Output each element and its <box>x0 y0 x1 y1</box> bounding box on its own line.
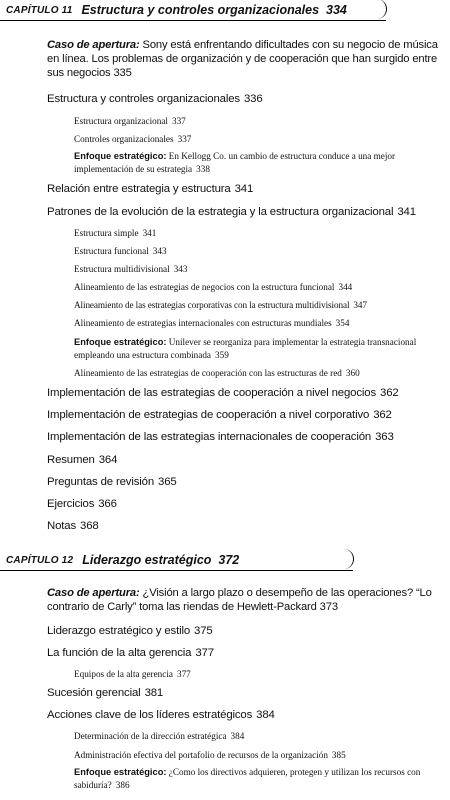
opening-case: Caso de apertura: ¿Visión a largo plazo o desempeño de las operaciones? “Lo contrario de Carly” toma las riendas de Hewlett-Packard 373 <box>47 587 432 613</box>
toc-entry: Notas 368 <box>47 520 99 532</box>
toc-subentry: Estructura organizacional 337 <box>74 116 186 126</box>
toc-entry: Liderazgo estratégico y estilo 375 <box>47 625 213 637</box>
toc-subentry: Alineamiento de las estrategias corporativas con la estructura multidivisional 347 <box>74 300 367 310</box>
toc-entry: Implementación de las estrategias internacionales de cooperación 363 <box>47 431 394 443</box>
chapter-label: CAPÍTULO 11 <box>6 4 73 16</box>
toc-entry: Relación entre estrategia y estructura 341 <box>47 183 254 195</box>
toc-entry: Sucesión gerencial 381 <box>47 687 164 699</box>
toc-subentry: Estructura funcional 343 <box>74 246 167 256</box>
toc-subentry: Administración efectiva del portafolio de recursos de la organización 385 <box>74 750 346 760</box>
strategic-focus: Enfoque estratégico: En Kellogg Co. un cambio de estructura conduce a una mejor implementación de su estrategia 338 <box>74 151 396 174</box>
strategic-focus: Enfoque estratégico: ¿Como los directivos adquieren, protegen y utilizan los recursos con sabiduría? 386 <box>74 767 421 790</box>
chapter-11-header <box>0 0 386 21</box>
toc-entry: Estructura y controles organizacionales 336 <box>47 93 263 105</box>
chapter-title: Estructura y controles organizacionales 334 <box>81 3 347 17</box>
toc-subentry: Estructura multidivisional 343 <box>74 264 188 274</box>
chapter-12-header <box>0 550 353 571</box>
toc-entry: Ejercicios 366 <box>47 498 117 510</box>
toc-entry: Implementación de las estrategias de cooperación a nivel negocios 362 <box>47 387 399 399</box>
toc-entry: Implementación de estrategias de cooperación a nivel corporativo 362 <box>47 409 392 421</box>
toc-subentry: Determinación de la dirección estratégica 384 <box>74 731 245 741</box>
toc-subentry: Estructura simple 341 <box>74 228 157 238</box>
toc-subentry: Alineamiento de las estrategias de cooperación con las estructuras de red 360 <box>74 368 360 378</box>
toc-entry: La función de la alta gerencia 377 <box>47 647 214 659</box>
chapter-tab-decoration <box>368 0 387 19</box>
chapter-title: Liderazgo estratégico 372 <box>82 553 240 567</box>
toc-subentry: Equipos de la alta gerencia 377 <box>74 669 191 679</box>
toc-entry: Resumen 364 <box>47 454 118 466</box>
toc-subentry: Controles organizacionales 337 <box>74 134 192 144</box>
strategic-focus: Enfoque estratégico: Unilever se reorganiza para implementar la estrategia transnacional empleando una estructura combinada 359 <box>74 337 417 360</box>
toc-entry: Preguntas de revisión 365 <box>47 476 177 488</box>
chapter-label: CAPÍTULO 12 <box>6 554 74 566</box>
chapter-tab-decoration <box>335 549 354 569</box>
opening-case: Caso de apertura: Sony está enfrentando dificultades con su negocio de música en línea. Los problemas de organización y de cooperación que han surgido entre sus negocios 335 <box>47 39 438 79</box>
toc-entry: Acciones clave de los líderes estratégicos 384 <box>47 709 275 721</box>
toc-subentry: Alineamiento de estrategias internacionales con estructuras mundiales 354 <box>74 318 350 328</box>
toc-entry: Patrones de la evolución de la estrategia y la estructura organizacional 341 <box>47 206 416 218</box>
toc-subentry: Alineamiento de las estrategias de negocios con la estructura funcional 344 <box>74 282 353 292</box>
